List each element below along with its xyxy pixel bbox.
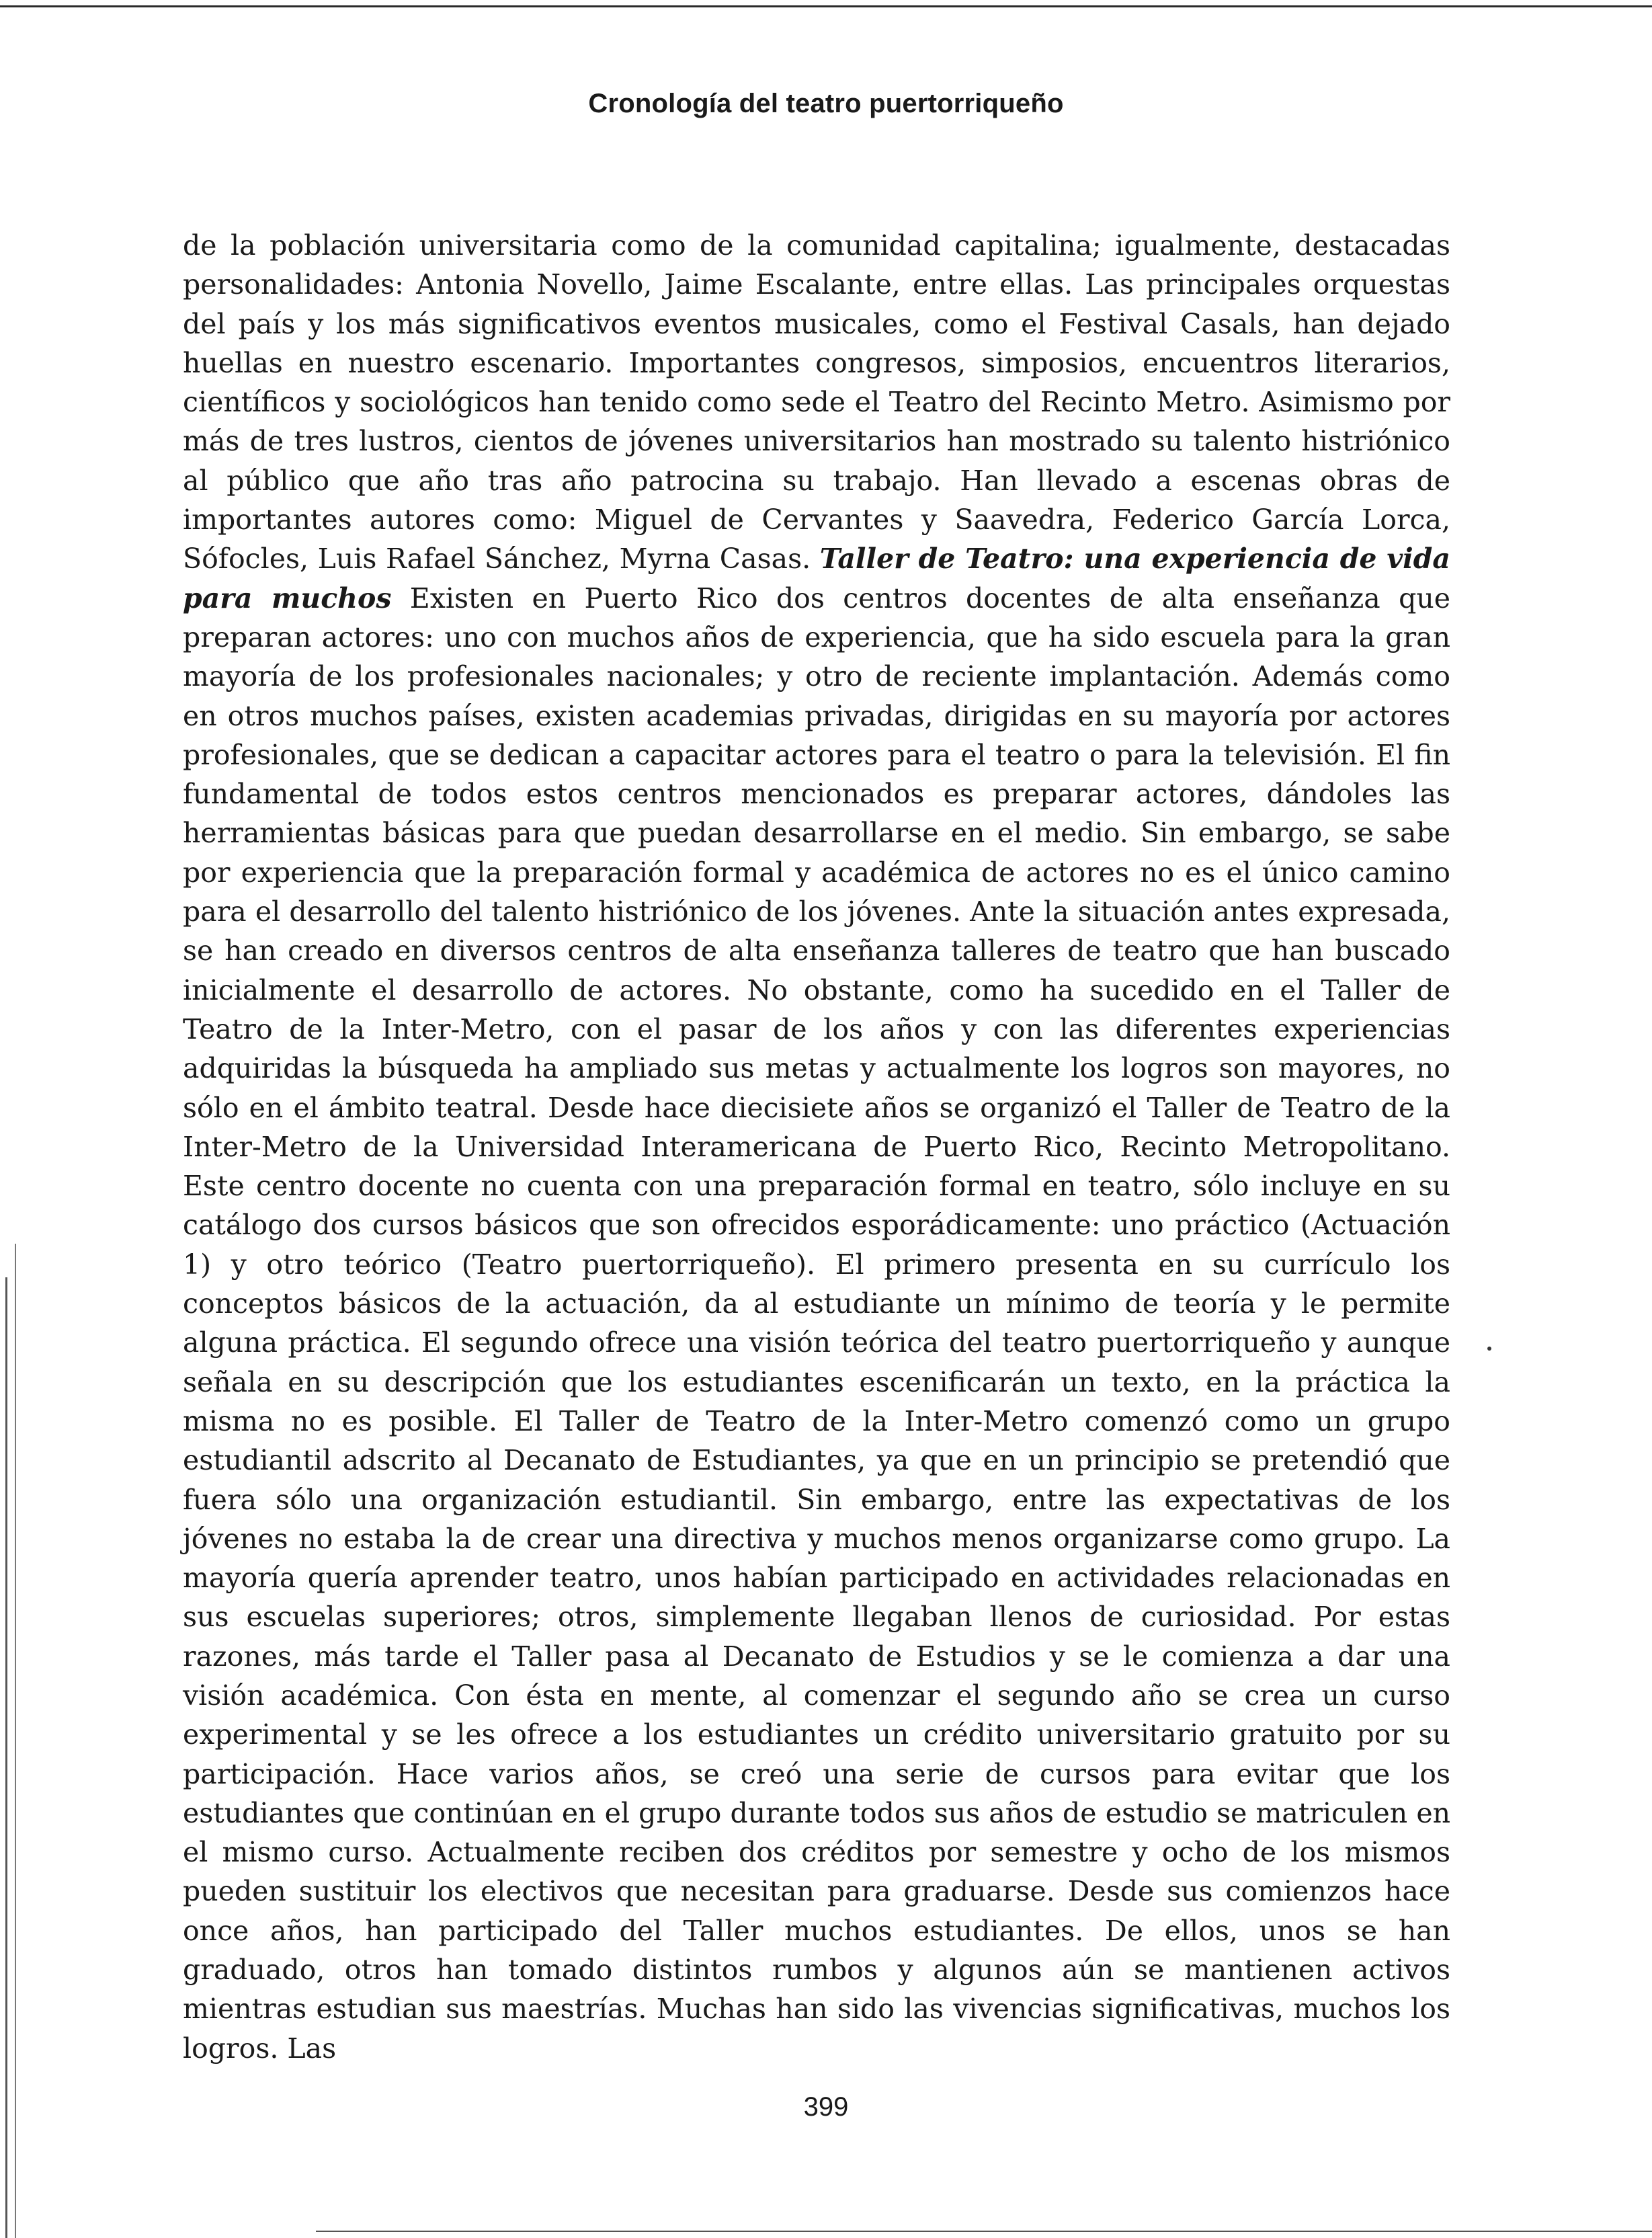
body-text-before-heading: de la población universitaria como de la comunidad capitalina; igualmente, destacadas personalidades: Antonia Novello, Jaime Escalante, entre ellas. Las principales orquestas del país y los más significativos eventos musicales, como el Festival Casals, han dejado huellas en nuestro escenario. Importantes congresos, simposios, encuentros literarios, científicos y sociológicos han tenido como sede el Teatro del Recinto Metro. Asimismo por más de tres lustros, cientos de jóvenes universitarios han mostrado su talento histriónico al público que año tras año patrocina su trabajo. Han llevado a escenas obras de importantes autores como: Miguel de Cervantes y Saavedra, Federico García Lorca, Sófocles, Luis Rafael Sánchez, Myrna Casas. xyxy=(183,229,1450,575)
running-head: Cronología del teatro puertorriqueño xyxy=(588,89,1064,118)
bottom-rule xyxy=(316,2231,1652,2232)
page-number: 399 xyxy=(803,2092,849,2122)
inline-section-heading: Taller de Teatro: una experiencia de vida para muchos xyxy=(183,543,1450,614)
body-paragraph xyxy=(183,226,1450,2068)
scan-margin-line xyxy=(15,1244,16,2238)
stray-mark xyxy=(1487,1347,1491,1351)
body-text-after-heading: Existen en Puerto Rico dos centros docentes de alta enseñanza que preparan actores: uno con muchos años de experiencia, que ha sido escuela para la gran mayoría de los profesionales nacionales; y otro de reciente implantación. Además como en otros muchos países, existen academias privadas, dirigidas en su mayoría por actores profesionales, que se dedican a capacitar actores para el teatro o para la televisión. El fin fundamental de todos estos centros mencionados es preparar actores, dándoles las herramientas básicas para que puedan desarrollarse en el medio. Sin embargo, se sabe por experiencia que la preparación formal y académica de actores no es el único camino para el desarrollo del talento histriónico de los jóvenes. Ante la situación antes expresada, se han creado en diversos centros de alta enseñanza talleres de teatro que han buscado inicialmente el desarrollo de actores. No obstante, como ha sucedido en el Taller de Teatro de la Inter-Metro, con el pasar de los años y con las diferentes experiencias adquiridas la búsqueda ha ampliado sus metas y actualmente los logros son mayores, no sólo en el ámbito teatral. Desde hace diecisiete años se organizó el Taller de Teatro de la Inter-Metro de la Universidad Interamericana de Puerto Rico, Recinto Metropolitano. Este centro docente no cuenta con una preparación formal en teatro, sólo incluye en su catálogo dos cursos básicos que son ofrecidos esporádicamente: uno práctico (Actuación 1) y otro teórico (Teatro puertorriqueño). El primero presenta en su currículo los conceptos básicos de la actuación, da al estudiante un mínimo de teoría y le permite alguna práctica. El segundo ofrece una visión teórica del teatro puertorriqueño y aunque señala en su descripción que los estudiantes escenificarán un texto, en la práctica la misma no es posible. El Taller de Teatro de la Inter-Metro comenzó como un grupo estudiantil adscrito al Decanato de Estudiantes, ya que en un principio se pretendió que fuera sólo una organización estudiantil. Sin embargo, entre las expectativas de los jóvenes no estaba la de crear una directiva y muchos menos organizarse como grupo. La mayoría quería aprender teatro, unos habían participado en actividades relacionadas en sus escuelas superiores; otros, simplemente llegaban llenos de curiosidad. Por estas razones, más tarde el Taller pasa al Decanato de Estudios y se le comienza a dar una visión académica. Con ésta en mente, al comenzar el segundo año se crea un curso experimental y se les ofrece a los estudiantes un crédito universitario gratuito por su participación. Hace varios años, se creó una serie de cursos para evitar que los estudiantes que continúan en el grupo durante todos sus años de estudio se matriculen en el mismo curso. Actualmente reciben dos créditos por semestre y ocho de los mismos pueden sustituir los electivos que necesitan para graduarse. Desde sus comienzos hace once años, han participado del Taller muchos estudiantes. De ellos, unos se han graduado, otros han tomado distintos rumbos y algunos aún se mantienen activos mientras estudian sus maestrías. Muchas han sido las vivencias significativas, muchos los logros. Las xyxy=(183,582,1450,2065)
top-rule xyxy=(0,5,1652,7)
